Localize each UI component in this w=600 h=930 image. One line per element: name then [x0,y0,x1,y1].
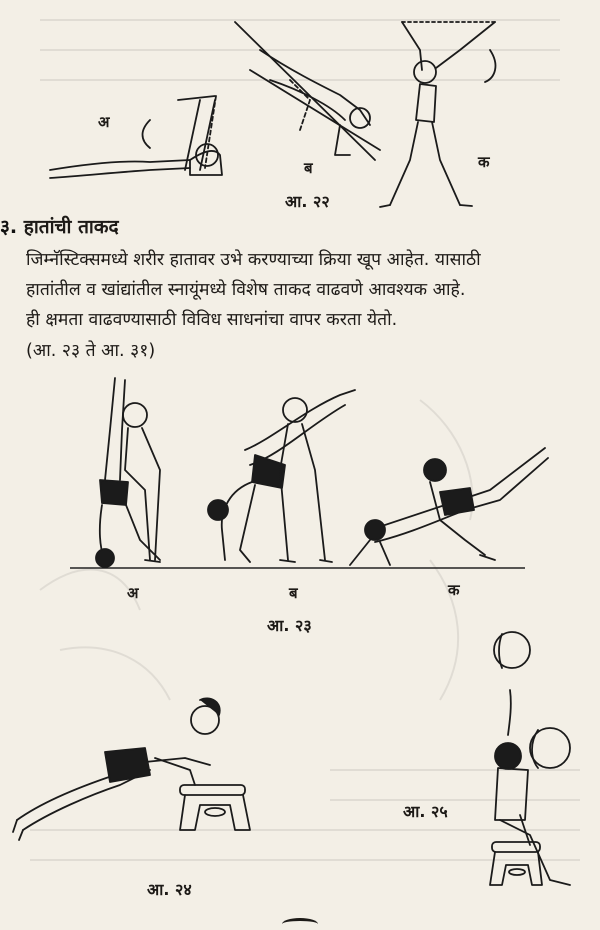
figure-24-drawing [13,698,250,840]
paragraph-line: हातांतील व खांद्यांतील स्नायूंमध्ये विशेष ताकद वाढवणे आवश्यक आहे. [26,280,466,300]
section-heading [0,213,119,239]
figure-23b-drawing [208,390,355,562]
page-number-fragment [282,918,318,930]
figure-22-caption: आ. २२ [285,192,330,211]
figure-23a-drawing [96,378,160,567]
section-paragraph [26,245,556,335]
figure-22a-label: अ [98,113,110,131]
figure-25-illustration [470,630,595,900]
figure-25-drawing [490,632,570,885]
figure-23-caption: आ. २३ [267,616,312,635]
figure-23c-drawing [350,448,548,565]
figure-25-caption: आ. २५ [403,802,448,821]
figure-24-illustration [5,690,275,850]
figure-22c-label: क [478,153,490,171]
figure-24-caption: आ. २४ [147,880,192,899]
figure-23b-label: ब [289,584,298,602]
figure-22b-label: ब [304,159,313,177]
figure-reference: (आ. २३ ते आ. ३१) [26,341,156,361]
figure-23-illustration [70,370,560,580]
figure-22c-drawing [380,22,495,207]
paragraph-line: ही क्षमता वाढवण्यासाठी विविध साधनांचा वापर करता येतो. [26,310,398,330]
figure-23a-label: अ [127,584,139,602]
section-number: ३. [0,216,18,238]
section-title: हातांची ताकद [23,216,119,238]
figure-22a-drawing [50,96,222,178]
paragraph-line: जिम्नॅस्टिक्समध्ये शरीर हातावर उभे करण्याच्या क्रिया खूप आहेत. यासाठी [26,250,481,270]
figure-22-illustration [40,10,600,210]
figure-22b-drawing [235,22,380,160]
figure-23c-label: क [448,581,460,599]
